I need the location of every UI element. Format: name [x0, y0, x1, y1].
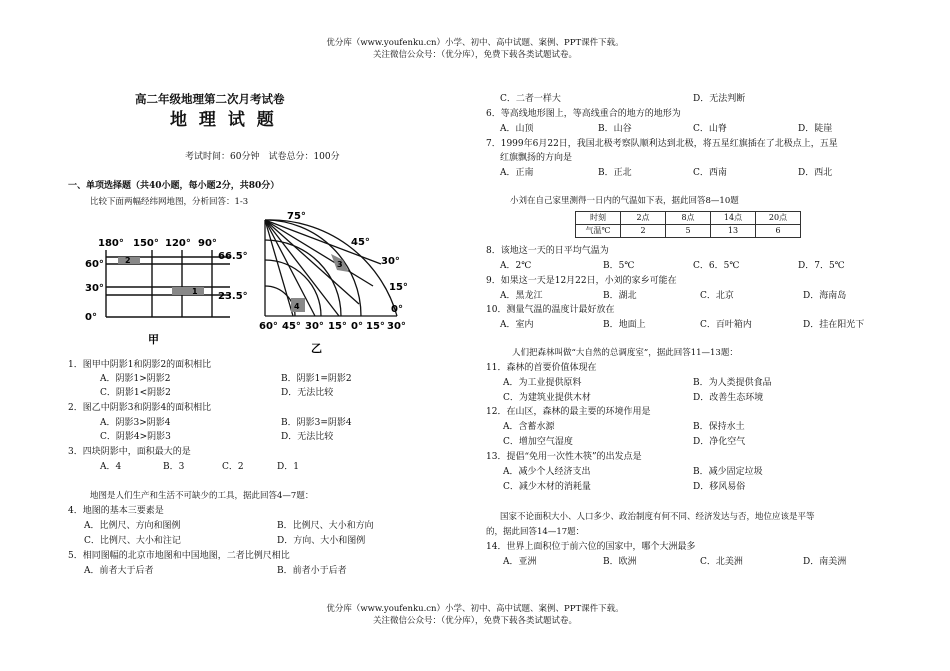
- q13-option-a: A．减少个人经济支出: [503, 467, 591, 477]
- q1-option-b: B．阴影1=阴影2: [281, 374, 352, 384]
- section-heading: 一、单项选择题（共40小题，每小题2分，共80分）: [68, 181, 280, 191]
- q7-option-d: D．西北: [798, 168, 833, 178]
- question-1: 1．图甲中阴影1和阴影2的面积相比: [68, 360, 212, 370]
- table-cell: 6: [756, 225, 801, 238]
- question-13: 13．提倡“免用一次性木筷”的出发点是: [486, 452, 642, 462]
- table-header-cell: 时刻: [576, 212, 621, 225]
- q3-option-c: C．2: [222, 462, 244, 472]
- question-6: 6．等高线地形图上，等高线重合的地方的地形为: [486, 109, 681, 119]
- q1-option-c: C．阴影1<阴影2: [100, 388, 171, 398]
- question-9: 9．如果这一天是12月22日，小刘的家乡可能在: [486, 276, 677, 286]
- q3-option-a: A．4: [100, 462, 122, 472]
- q1-option-a: A．阴影1>阴影2: [100, 374, 171, 384]
- q9-option-a: A．黑龙江: [500, 291, 543, 301]
- intro-14-17-line-2: 的，据此回答14—17题：: [486, 527, 585, 537]
- q7-option-b: B．正北: [598, 168, 632, 178]
- question-2: 2．图乙中阴影3和阴影4的面积相比: [68, 403, 212, 413]
- q6-option-d: D．陡崖: [798, 124, 833, 134]
- lon-label-45: 45°: [282, 321, 301, 332]
- lat-label-15: 15°: [389, 282, 408, 293]
- q11-option-a: A．为工业提供原料: [503, 378, 582, 388]
- banner-line-1: 优分库（www.youfenku.cn）小学、初中、高中试题、案例、PPT课件下载。: [326, 38, 624, 48]
- map-intro: 比较下面两幅经纬网地图，分析回答：1-3: [90, 197, 249, 207]
- q12-option-b: B．保持水土: [693, 422, 745, 432]
- q9-option-c: C．北京: [700, 291, 734, 301]
- q12-option-a: A．含蓄水源: [503, 422, 555, 432]
- question-8: 8．该地这一天的日平均气温为: [486, 246, 609, 256]
- q14-option-d: D．南美洲: [803, 557, 847, 567]
- map-yi: [255, 208, 415, 356]
- lat-label-0: 0°: [85, 312, 97, 323]
- exam-info: 考试时间：60分钟 试卷总分：100分: [185, 152, 340, 162]
- q13-option-b: B．减少固定垃圾: [693, 467, 763, 477]
- q5-option-a: A．前者大于后者: [84, 566, 154, 576]
- q2-option-c: C．阴影4>阴影3: [100, 432, 171, 442]
- q4-option-a: A．比例尺、方向和图例: [84, 521, 181, 531]
- intro-8-10: 小刘在自己家里测得一日内的气温如下表，据此回答8—10题: [510, 196, 739, 206]
- shade-2-label: 2: [125, 256, 131, 265]
- question-7-line-2: 红旗飘扬的方向是: [500, 153, 573, 163]
- lon-label-30: 30°: [305, 321, 324, 332]
- table-header-cell: 20点: [756, 212, 801, 225]
- q13-option-d: D．移风易俗: [693, 482, 746, 492]
- q9-option-b: B．湖北: [603, 291, 637, 301]
- lat-label-75: 75°: [287, 211, 306, 222]
- q8-option-b: B．5℃: [603, 261, 635, 271]
- table-cell: 2: [621, 225, 666, 238]
- q5-option-d: D．无法判断: [693, 94, 746, 104]
- lon-label-60: 60°: [259, 321, 278, 332]
- shade-4-label: 4: [294, 302, 300, 311]
- intro-14-17-line-1: 国家不论面积大小、人口多少、政治制度有何不同、经济发达与否，地位应该是平等: [500, 512, 815, 522]
- lon-label-180: 180°: [98, 238, 124, 249]
- question-5: 5．相同图幅的北京市地图和中国地图，二者比例尺相比: [68, 551, 290, 561]
- q10-option-b: B．地面上: [603, 320, 646, 330]
- banner-line-2: 关注微信公众号：（优分库），免费下载各类试题试卷。: [372, 616, 577, 626]
- question-4: 4．地图的基本三要素是: [68, 506, 164, 516]
- q8-option-a: A．2℃: [500, 261, 532, 271]
- shade-1: [172, 287, 204, 295]
- question-14: 14．世界上面积位于前六位的国家中，哪个大洲最多: [486, 542, 696, 552]
- table-header-row: [576, 212, 801, 225]
- map-jia-caption: 甲: [148, 333, 159, 346]
- q2-option-b: B．阴影3=阴影4: [281, 418, 352, 428]
- question-11: 11．森林的首要价值体现在: [486, 363, 597, 373]
- q6-option-a: A．山顶: [500, 124, 534, 134]
- shade-3-label: 3: [337, 260, 343, 269]
- lat-label-0: 0°: [391, 304, 403, 315]
- q14-option-b: B．欧洲: [603, 557, 637, 567]
- q4-option-b: B．比例尺、大小和方向: [277, 521, 374, 531]
- intro-11-13: 人们把森林叫做“大自然的总调度室”，据此回答11—13题：: [512, 348, 738, 358]
- q6-option-c: C．山脊: [693, 124, 727, 134]
- lon-label-15: 15°: [328, 321, 347, 332]
- table-cell: 13: [711, 225, 756, 238]
- table-header-cell: 14点: [711, 212, 756, 225]
- table-header-cell: 8点: [666, 212, 711, 225]
- q2-option-d: D．无法比较: [281, 432, 334, 442]
- q10-option-a: A．室内: [500, 320, 534, 330]
- lon-label-0: 0°: [351, 321, 363, 332]
- banner-line-1: 优分库（www.youfenku.cn）小学、初中、高中试题、案例、PPT课件下载。: [326, 604, 624, 614]
- q3-option-d: D．1: [277, 462, 299, 472]
- q4-option-c: C．比例尺、大小和注记: [84, 536, 181, 546]
- q9-option-d: D．海南岛: [803, 291, 847, 301]
- map-jia: [78, 235, 253, 350]
- lon-label-150: 150°: [133, 238, 159, 249]
- lon-label-120: 120°: [165, 238, 191, 249]
- q8-option-c: C．6．5℃: [693, 261, 740, 271]
- q1-option-d: D．无法比较: [281, 388, 334, 398]
- q14-option-a: A．亚洲: [503, 557, 537, 567]
- lat-label-60: 60°: [85, 259, 104, 270]
- q3-option-b: B．3: [163, 462, 185, 472]
- intro-4-7: 地图是人们生产和生活不可缺少的工具，据此回答4—7题：: [90, 491, 314, 501]
- subject-title: 地 理 试 题: [170, 110, 277, 130]
- question-10: 10．测量气温的温度计最好放在: [486, 305, 615, 315]
- q4-option-d: D．方向、大小和图例: [277, 536, 366, 546]
- q8-option-d: D．7．5℃: [798, 261, 845, 271]
- shade-1-label: 1: [192, 287, 198, 296]
- q12-option-d: D．净化空气: [693, 437, 746, 447]
- q11-option-c: C．为建筑业提供木材: [503, 393, 591, 403]
- banner-line-2: 关注微信公众号：（优分库），免费下载各类试题试卷。: [372, 50, 577, 60]
- table-cell: 5: [666, 225, 711, 238]
- temperature-table: [575, 211, 801, 238]
- exam-title: 高二年级地理第二次月考试卷: [135, 92, 285, 106]
- lon-label-15e: 15°: [366, 321, 385, 332]
- q13-option-c: C．减少木材的消耗量: [503, 482, 591, 492]
- q5-option-c: C．二者一样大: [500, 94, 561, 104]
- question-3: 3．四块阴影中，面积最大的是: [68, 447, 191, 457]
- q14-option-c: C．北美洲: [700, 557, 743, 567]
- question-7-line-1: 7．1999年6月22日，我国北极考察队顺利达到北极，将五星红旗插在了北极点上，五星: [486, 139, 838, 149]
- q11-option-d: D．改善生态环境: [693, 393, 764, 403]
- lat-label-45: 45°: [351, 237, 370, 248]
- q11-option-b: B．为人类提供食品: [693, 378, 772, 388]
- q12-option-c: C．增加空气湿度: [503, 437, 573, 447]
- table-row: [576, 225, 801, 238]
- q10-option-d: D．挂在阳光下: [803, 320, 865, 330]
- bottom-banner: [0, 603, 950, 627]
- map-yi-caption: 乙: [311, 342, 322, 355]
- lon-label-30e: 30°: [387, 321, 406, 332]
- table-header-cell: 2点: [621, 212, 666, 225]
- question-12: 12．在山区，森林的最主要的环境作用是: [486, 407, 651, 417]
- lat-label-66-5: 66.5°: [218, 251, 248, 262]
- q10-option-c: C．百叶箱内: [700, 320, 752, 330]
- lat-label-23-5: 23.5°: [218, 291, 248, 302]
- q5-option-b: B．前者小于后者: [277, 566, 347, 576]
- table-cell: 气温℃: [576, 225, 621, 238]
- q7-option-a: A．正南: [500, 168, 534, 178]
- lat-label-30: 30°: [381, 256, 400, 267]
- q2-option-a: A．阴影3>阴影4: [100, 418, 171, 428]
- q7-option-c: C．西南: [693, 168, 727, 178]
- top-banner: [0, 37, 950, 61]
- lon-label-90: 90°: [198, 238, 217, 249]
- q6-option-b: B．山谷: [598, 124, 632, 134]
- lat-label-30: 30°: [85, 283, 104, 294]
